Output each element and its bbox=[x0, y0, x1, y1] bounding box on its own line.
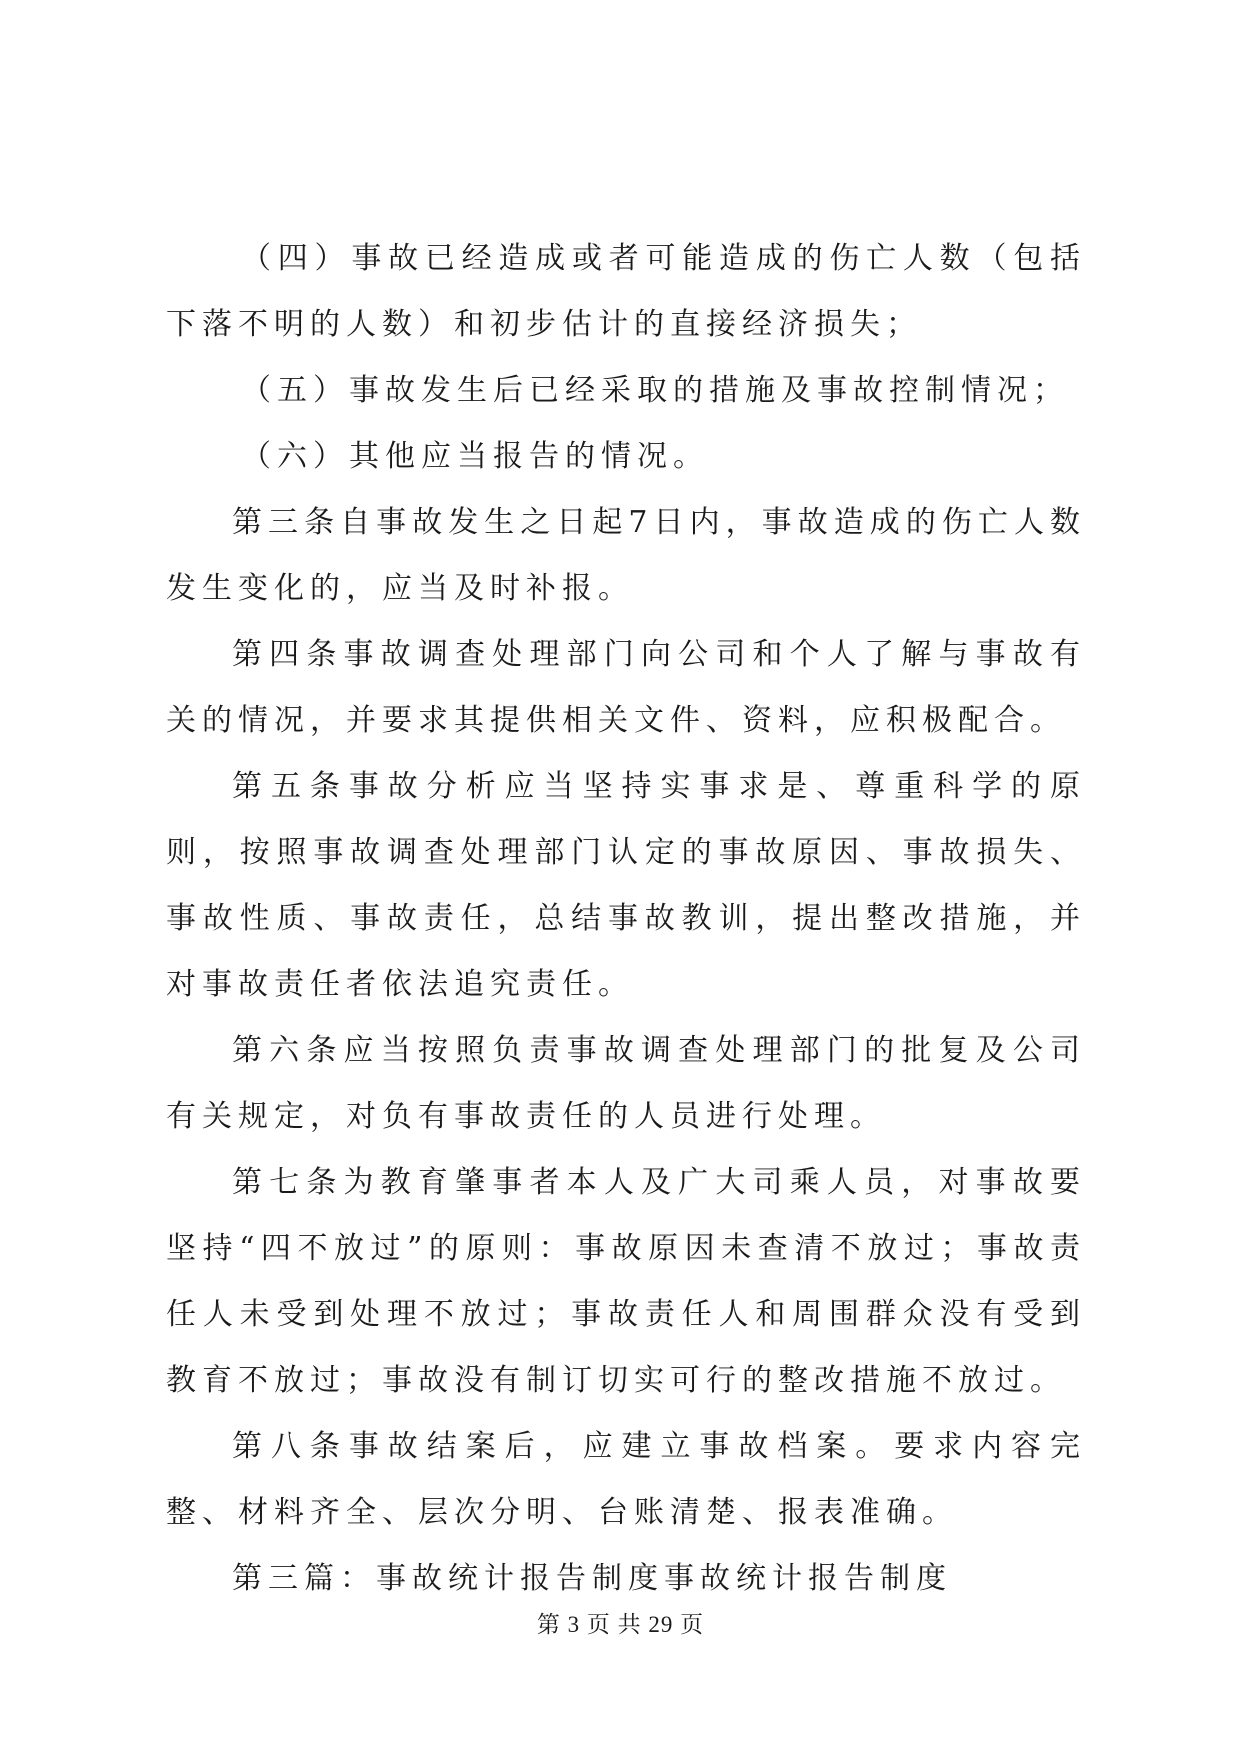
page-number-footer: 第 3 页 共 29 页 bbox=[536, 1612, 705, 1637]
paragraph-item-5: （五）事故发生后已经采取的措施及事故控制情况； bbox=[241, 373, 1069, 408]
paragraph-article-6: 第六条应当按照负责事故调查处理部门的批复及公司有关规定，对负有事故责任的人员进行处理。 bbox=[166, 1033, 1086, 1134]
paragraph-item-6: （六）其他应当报告的情况。 bbox=[241, 439, 709, 474]
paragraph-item-4: （四）事故已经造成或者可能造成的伤亡人数（包括下落不明的人数）和初步估计的直接经济损失； bbox=[166, 241, 1086, 342]
paragraph-article-8: 第八条事故结案后，应建立事故档案。要求内容完整、材料齐全、层次分明、台账清楚、报表准确。 bbox=[166, 1429, 1086, 1530]
section-heading: 第三篇：事故统计报告制度事故统计报告制度 bbox=[232, 1561, 952, 1596]
paragraph-article-7: 第七条为教育肇事者本人及广大司乘人员，对事故要坚持“四不放过”的原则：事故原因未查清不放过；事故责任人未受到处理不放过；事故责任人和周围群众没有受到教育不放过；事故没有制订切实可行的整改措施不放过。 bbox=[166, 1165, 1086, 1398]
paragraph-article-3: 第三条自事故发生之日起7日内，事故造成的伤亡人数发生变化的，应当及时补报。 bbox=[166, 505, 1086, 606]
paragraph-article-5: 第五条事故分析应当坚持实事求是、尊重科学的原则，按照事故调查处理部门认定的事故原因、事故损失、事故性质、事故责任，总结事故教训，提出整改措施，并对事故责任者依法追究责任。 bbox=[166, 769, 1086, 1002]
paragraph-article-4: 第四条事故调查处理部门向公司和个人了解与事故有关的情况，并要求其提供相关文件、资料，应积极配合。 bbox=[166, 637, 1086, 738]
document-body bbox=[166, 226, 1086, 1612]
